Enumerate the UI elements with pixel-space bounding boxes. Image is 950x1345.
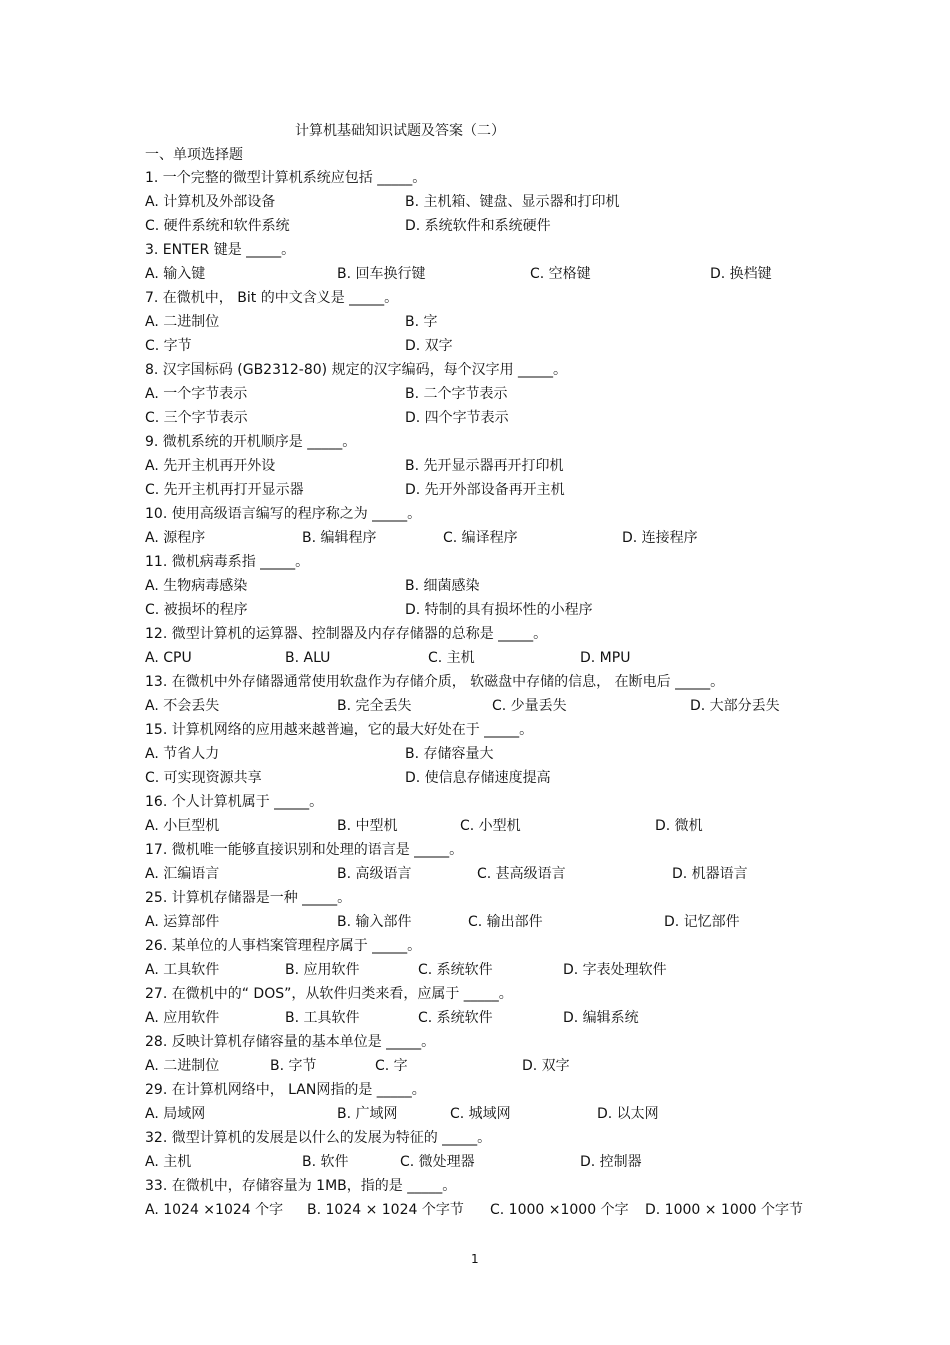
answer-option: D. 编辑系统 xyxy=(563,1010,639,1026)
answer-option: A. CPU xyxy=(145,650,192,666)
answer-option: B. 先开显示器再开打印机 xyxy=(405,458,564,474)
question-text: 17. 微机唯一能够直接识别和处理的语言是 _____。 xyxy=(145,842,464,858)
answer-option: C. 三个字节表示 xyxy=(145,410,248,426)
answer-option: D. 连接程序 xyxy=(622,530,698,546)
question-text: 10. 使用高级语言编写的程序称之为 _____。 xyxy=(145,506,422,522)
answer-option: C. 硬件系统和软件系统 xyxy=(145,218,290,234)
answer-option: A. 运算部件 xyxy=(145,914,220,930)
answer-option: D. 换档键 xyxy=(710,266,772,282)
answer-option: C. 主机 xyxy=(428,650,475,666)
answer-option: B. 字节 xyxy=(270,1058,317,1074)
section-heading: 一、单项选择题 xyxy=(145,147,243,163)
answer-option: D. 控制器 xyxy=(580,1154,642,1170)
answer-option: D. 系统软件和系统硬件 xyxy=(405,218,551,234)
answer-option: B. 回车换行键 xyxy=(337,266,426,282)
answer-option: C. 空格键 xyxy=(530,266,591,282)
answer-option: B. 完全丢失 xyxy=(337,698,412,714)
document-title: 计算机基础知识试题及答案（二） xyxy=(295,123,505,139)
answer-option: A. 汇编语言 xyxy=(145,866,220,882)
answer-option: B. 高级语言 xyxy=(337,866,412,882)
question-text: 9. 微机系统的开机顺序是 _____。 xyxy=(145,434,357,450)
answer-option: C. 城域网 xyxy=(450,1106,511,1122)
answer-option: B. 中型机 xyxy=(337,818,398,834)
question-text: 27. 在微机中的“ DOS”，从软件归类来看，应属于 _____。 xyxy=(145,986,513,1002)
answer-option: A. 二进制位 xyxy=(145,314,220,330)
answer-option: A. 局域网 xyxy=(145,1106,206,1122)
page-number: 1 xyxy=(471,1252,479,1266)
answer-option: D. 特制的具有损坏性的小程序 xyxy=(405,602,593,618)
answer-option: B. 1024 × 1024 个字节 xyxy=(307,1202,464,1218)
answer-option: B. 软件 xyxy=(302,1154,349,1170)
answer-option: A. 小巨型机 xyxy=(145,818,220,834)
answer-option: D. 大部分丢失 xyxy=(690,698,780,714)
answer-option: C. 1000 ×1000 个字 xyxy=(490,1202,629,1218)
answer-option: C. 可实现资源共享 xyxy=(145,770,262,786)
question-text: 11. 微机病毒系指 _____。 xyxy=(145,554,310,570)
answer-option: B. ALU xyxy=(285,650,331,666)
answer-option: D. 双字 xyxy=(522,1058,570,1074)
answer-option: A. 不会丢失 xyxy=(145,698,220,714)
question-text: 33. 在微机中，存储容量为 1MB，指的是 _____。 xyxy=(145,1178,457,1194)
answer-option: B. 主机箱、键盘、显示器和打印机 xyxy=(405,194,620,210)
answer-option: A. 先开主机再开外设 xyxy=(145,458,276,474)
answer-option: B. 细菌感染 xyxy=(405,578,480,594)
answer-option: C. 系统软件 xyxy=(418,962,493,978)
answer-option: D. 四个字节表示 xyxy=(405,410,509,426)
answer-option: C. 系统软件 xyxy=(418,1010,493,1026)
answer-option: D. 双字 xyxy=(405,338,453,354)
answer-option: C. 甚高级语言 xyxy=(477,866,566,882)
answer-option: D. MPU xyxy=(580,650,631,666)
question-text: 7. 在微机中， Bit 的中文含义是 _____。 xyxy=(145,290,399,306)
answer-option: A. 二进制位 xyxy=(145,1058,220,1074)
question-text: 15. 计算机网络的应用越来越普遍，它的最大好处在于 _____。 xyxy=(145,722,534,738)
answer-option: A. 生物病毒感染 xyxy=(145,578,248,594)
answer-option: D. 1000 × 1000 个字节 xyxy=(645,1202,804,1218)
answer-option: A. 节省人力 xyxy=(145,746,220,762)
answer-option: C. 字节 xyxy=(145,338,192,354)
answer-option: A. 1024 ×1024 个字 xyxy=(145,1202,284,1218)
answer-option: B. 应用软件 xyxy=(285,962,360,978)
answer-option: B. 工具软件 xyxy=(285,1010,360,1026)
answer-option: A. 主机 xyxy=(145,1154,192,1170)
answer-option: A. 计算机及外部设备 xyxy=(145,194,276,210)
answer-option: D. 微机 xyxy=(655,818,703,834)
answer-option: C. 输出部件 xyxy=(468,914,543,930)
answer-option: A. 应用软件 xyxy=(145,1010,220,1026)
answer-option: D. 记忆部件 xyxy=(664,914,740,930)
question-text: 8. 汉字国标码 (GB2312-80) 规定的汉字编码，每个汉字用 _____。 xyxy=(145,362,568,378)
answer-option: C. 被损坏的程序 xyxy=(145,602,248,618)
question-text: 16. 个人计算机属于 _____。 xyxy=(145,794,324,810)
answer-option: B. 编辑程序 xyxy=(302,530,377,546)
answer-option: C. 少量丢失 xyxy=(492,698,567,714)
answer-option: B. 存储容量大 xyxy=(405,746,494,762)
question-text: 1. 一个完整的微型计算机系统应包括 _____。 xyxy=(145,170,427,186)
answer-option: C. 字 xyxy=(375,1058,408,1074)
question-text: 28. 反映计算机存储容量的基本单位是 _____。 xyxy=(145,1034,436,1050)
question-text: 32. 微型计算机的发展是以什么的发展为特征的 _____。 xyxy=(145,1130,492,1146)
question-text: 25. 计算机存储器是一种 _____。 xyxy=(145,890,352,906)
answer-option: D. 字表处理软件 xyxy=(563,962,667,978)
answer-option: A. 一个字节表示 xyxy=(145,386,248,402)
answer-option: C. 小型机 xyxy=(460,818,521,834)
question-text: 26. 某单位的人事档案管理程序属于 _____。 xyxy=(145,938,422,954)
answer-option: B. 二个字节表示 xyxy=(405,386,508,402)
answer-option: D. 先开外部设备再开主机 xyxy=(405,482,565,498)
answer-option: A. 工具软件 xyxy=(145,962,220,978)
answer-option: D. 机器语言 xyxy=(672,866,748,882)
answer-option: B. 广域网 xyxy=(337,1106,398,1122)
answer-option: C. 先开主机再打开显示器 xyxy=(145,482,304,498)
answer-option: B. 字 xyxy=(405,314,438,330)
question-text: 3. ENTER 键是 _____。 xyxy=(145,242,296,258)
answer-option: C. 编译程序 xyxy=(443,530,518,546)
answer-option: D. 以太网 xyxy=(597,1106,659,1122)
answer-option: A. 输入键 xyxy=(145,266,206,282)
answer-option: A. 源程序 xyxy=(145,530,206,546)
answer-option: D. 使信息存储速度提高 xyxy=(405,770,551,786)
question-text: 29. 在计算机网络中， LAN网指的是 _____。 xyxy=(145,1082,426,1098)
question-text: 12. 微型计算机的运算器、控制器及内存存储器的总称是 _____。 xyxy=(145,626,548,642)
answer-option: B. 输入部件 xyxy=(337,914,412,930)
answer-option: C. 微处理器 xyxy=(400,1154,475,1170)
question-text: 13. 在微机中外存储器通常使用软盘作为存储介质， 软磁盘中存储的信息， 在断电后 _____。 xyxy=(145,674,725,690)
